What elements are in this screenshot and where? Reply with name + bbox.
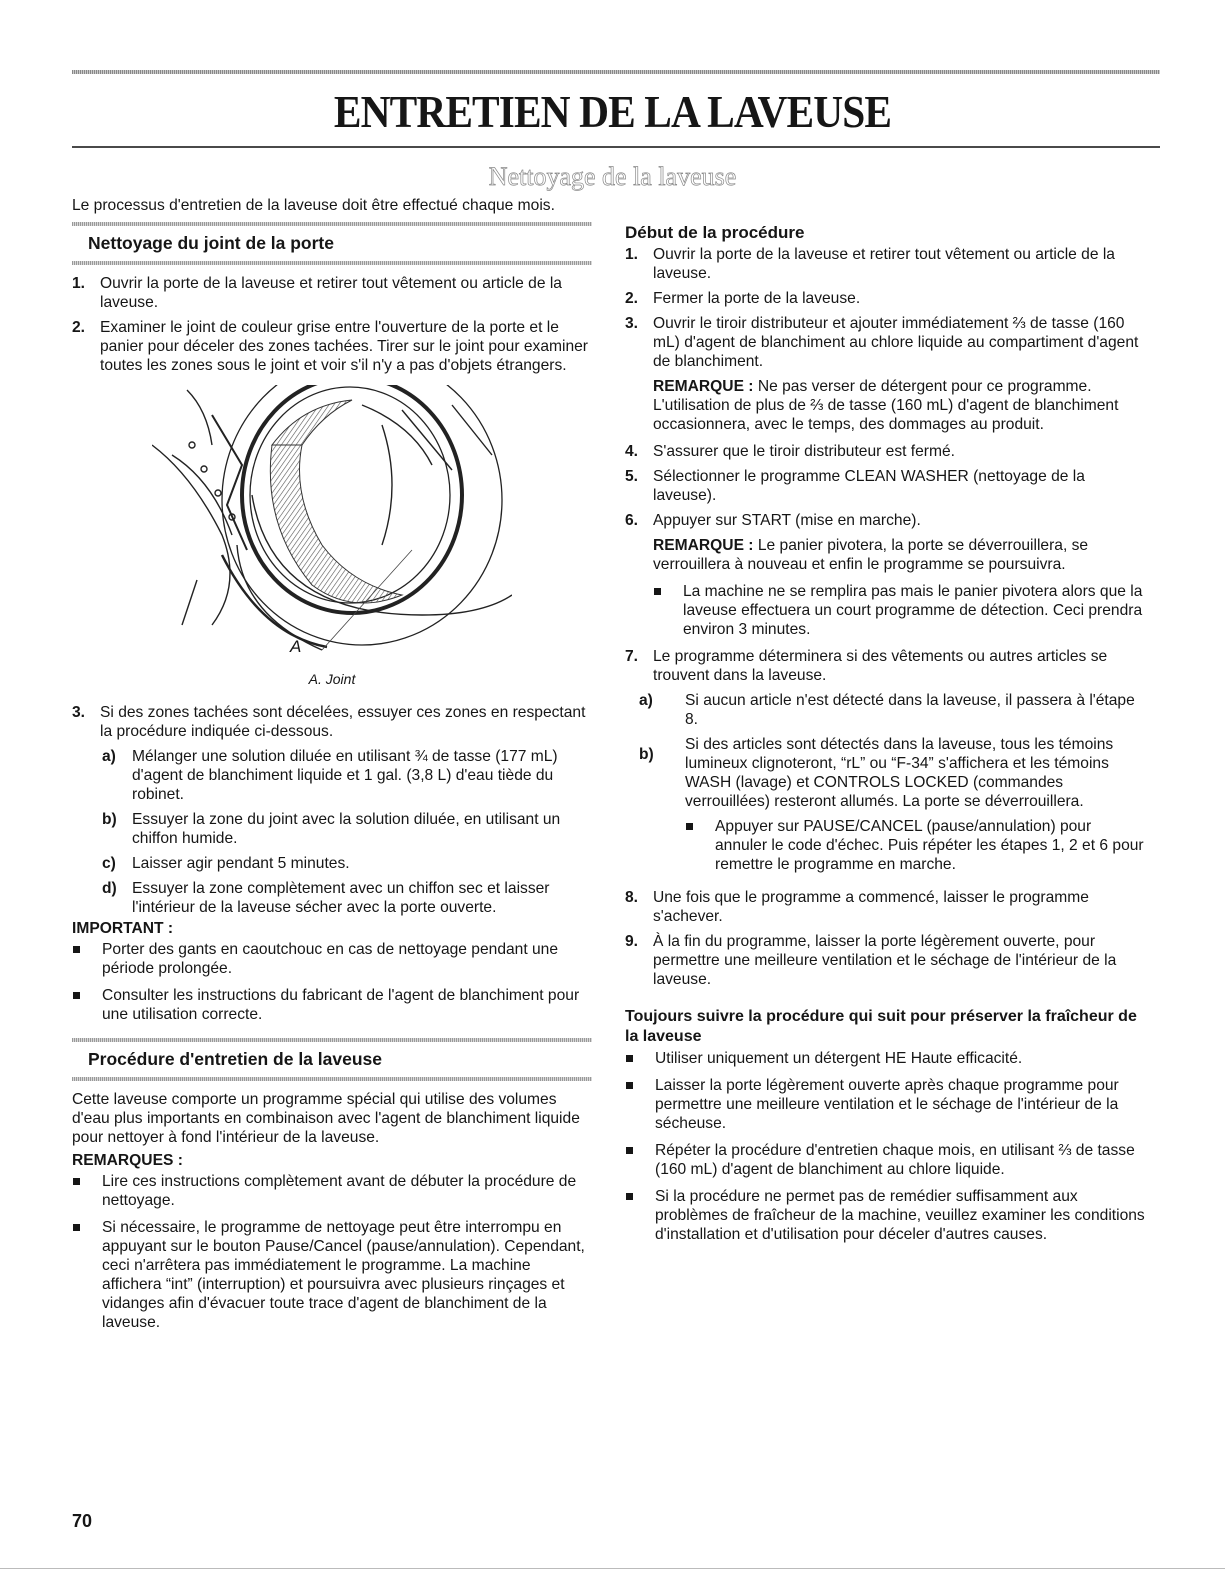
list-item	[625, 735, 1145, 811]
substep-letter: c)	[102, 855, 116, 872]
list-item	[72, 703, 592, 741]
list-item	[625, 289, 1145, 308]
note-block	[625, 536, 1145, 574]
substep-letter: a)	[639, 692, 653, 709]
step-number: 3.	[72, 704, 86, 721]
title-rule	[72, 146, 1160, 148]
list-item	[625, 647, 1145, 685]
step-text: Le programme déterminera si des vêtements ou autres articles se trouvent dans la laveuse.	[653, 648, 1108, 684]
step-number: 5.	[625, 468, 639, 485]
step-number: 1.	[625, 246, 639, 263]
list-item	[625, 1076, 1145, 1133]
right-column	[625, 222, 1145, 1252]
list-item	[625, 932, 1145, 989]
bullet-square-icon	[654, 588, 661, 595]
figure-label-a: A	[290, 637, 302, 656]
step-number: 3.	[625, 315, 639, 332]
bullet-square-icon	[73, 1224, 80, 1231]
step-text: Si des zones tachées sont décelées, essuyer ces zones en respectant la procédure indiquée ci-dessous.	[100, 704, 586, 740]
bottom-rule	[0, 1568, 1225, 1569]
step-text: S'assurer que le tiroir distributeur est fermé.	[653, 443, 955, 460]
note-label: REMARQUE :	[653, 378, 754, 395]
list-item	[625, 245, 1145, 283]
left-column	[72, 222, 592, 1340]
step-text: Une fois que le programme a commencé, laisser le programme s'achever.	[653, 889, 1089, 925]
bullet-text: Lire ces instructions complètement avant de débuter la procédure de nettoyage.	[102, 1173, 577, 1209]
page-number: 70	[72, 1511, 93, 1531]
procedure-heading: Procédure d'entretien de la laveuse	[88, 1049, 382, 1069]
list-item	[625, 1049, 1145, 1068]
step-number: 2.	[72, 319, 86, 336]
note-label: REMARQUE :	[653, 537, 754, 554]
step-number: 7.	[625, 648, 639, 665]
substep-text: Si des articles sont détectés dans la laveuse, tous les témoins lumineux clignoteront, “rL” ou “F-34” s'affichera et les témoins WASH (lavage) et CONTROLS LOCKED (commandes verrouillées) resteront allumés. La porte se déverrouillera.	[685, 736, 1114, 810]
bullet-text: La machine ne se remplira pas mais le panier pivotera alors que la laveuse effectuera un court programme de détection. Ceci prendra environ 3 minutes.	[683, 583, 1143, 638]
step-text: Ouvrir la porte de la laveuse et retirer tout vêtement ou article de la laveuse.	[653, 246, 1115, 282]
step-number: 8.	[625, 889, 639, 906]
bullet-square-icon	[626, 1193, 633, 1200]
step-text: Ouvrir la porte de la laveuse et retirer tout vêtement ou article de la laveuse.	[100, 275, 562, 311]
list-item	[72, 810, 592, 848]
substep-letter: d)	[102, 880, 117, 897]
important-label: IMPORTANT :	[72, 920, 174, 937]
substep-text: Mélanger une solution diluée en utilisant ¾ de tasse (177 mL) d'agent de blanchiment liquide et 1 gal. (3,8 L) d'eau tiède du robinet.	[132, 748, 558, 803]
joint-section-header	[72, 222, 592, 265]
list-item	[653, 582, 1145, 639]
list-item	[72, 318, 592, 375]
start-heading: Début de la procédure	[625, 223, 805, 242]
step-number: 2.	[625, 290, 639, 307]
freshness-heading: Toujours suivre la procédure qui suit pour préserver la fraîcheur de la laveuse	[625, 1008, 1137, 1045]
list-item	[72, 854, 592, 873]
substep-letter: b)	[102, 811, 117, 828]
bullet-text: Porter des gants en caoutchouc en cas de nettoyage pendant une période prolongée.	[102, 941, 559, 977]
step-text: Ouvrir le tiroir distributeur et ajouter immédiatement ⅔ de tasse (160 mL) d'agent de blanchiment au chlore liquide au compartiment d'agent de blanchiment.	[653, 315, 1139, 370]
bullet-text: Utiliser uniquement un détergent HE Haute efficacité.	[655, 1050, 1023, 1067]
remarks-label: REMARQUES :	[72, 1152, 183, 1169]
intro-text: Le processus d'entretien de la laveuse doit être effectué chaque mois.	[72, 197, 555, 214]
step-text: À la fin du programme, laisser la porte légèrement ouverte, pour permettre une meilleure ventilation et le séchage de l'intérieur de la laveuse.	[653, 933, 1117, 988]
list-item	[625, 888, 1145, 926]
step-number: 6.	[625, 512, 639, 529]
bullet-square-icon	[626, 1147, 633, 1154]
bullet-square-icon	[686, 823, 693, 830]
list-item	[72, 1172, 592, 1210]
bullet-text: Appuyer sur PAUSE/CANCEL (pause/annulation) pour annuler le code d'échec. Puis répéter les étapes 1, 2 et 6 pour remettre le programme en marche.	[715, 818, 1144, 873]
list-item	[625, 511, 1145, 530]
step-number: 4.	[625, 443, 639, 460]
list-item	[625, 691, 1145, 729]
bullet-square-icon	[73, 1178, 80, 1185]
list-item	[72, 1218, 592, 1332]
step-text: Examiner le joint de couleur grise entre l'ouverture de la porte et le panier pour déceler des zones tachées. Tirer sur le joint pour examiner toutes les zones sous le joint et voir s'il n'y a pas d'objets étrangers.	[100, 319, 588, 374]
substep-text: Essuyer la zone du joint avec la solution diluée, en utilisant un chiffon humide.	[132, 811, 561, 847]
list-item	[72, 274, 592, 312]
door-seal-illustration	[152, 385, 512, 670]
bullet-square-icon	[73, 992, 80, 999]
step-text: Appuyer sur START (mise en marche).	[653, 512, 921, 529]
bullet-text: Si la procédure ne permet pas de remédier suffisamment aux problèmes de fraîcheur de la machine, veuillez examiner les conditions d'installation et d'utilisation pour déceler d'autres causes.	[655, 1188, 1145, 1243]
note-text: Le panier pivotera, la porte se déverrouillera, se verrouillera à nouveau et enfin le programme se poursuivra.	[653, 537, 1089, 573]
list-item	[685, 817, 1145, 874]
note-text: Ne pas verser de détergent pour ce programme. L'utilisation de plus de ⅔ de tasse (160 mL) d'agent de blanchiment occasionnera, avec le temps, des dommages au produit.	[653, 378, 1119, 433]
bullet-text: Si nécessaire, le programme de nettoyage peut être interrompu en appuyant sur le bouton Pause/Cancel (pause/annulation). Cependant, ceci n'arrêtera pas immédiatement le programme. La machine affichera “int” (interruption) et poursuivra avec plusieurs rinçages et vidanges afin d'évacuer toute trace d'agent de blanchiment de la laveuse.	[102, 1219, 585, 1331]
bullet-text: Consulter les instructions du fabricant de l'agent de blanchiment pour une utilisation correcte.	[102, 987, 580, 1023]
list-item	[72, 986, 592, 1024]
bullet-square-icon	[626, 1055, 633, 1062]
list-item	[72, 747, 592, 804]
bullet-square-icon	[73, 946, 80, 953]
substep-letter: a)	[102, 748, 116, 765]
list-item	[72, 940, 592, 978]
list-item	[625, 442, 1145, 461]
bullet-text: Laisser la porte légèrement ouverte après chaque programme pour permettre une meilleure ventilation et le séchage de l'intérieur de la sécheuse.	[655, 1077, 1119, 1132]
door-seal-figure	[72, 385, 592, 670]
step-text: Fermer la porte de la laveuse.	[653, 290, 861, 307]
bullet-text: Répéter la procédure d'entretien chaque mois, en utilisant ⅔ de tasse (160 mL) d'agent de blanchiment au chlore liquide.	[655, 1142, 1135, 1178]
substep-text: Essuyer la zone complètement avec un chiffon sec et laisser l'intérieur de la laveuse sécher avec la porte ouverte.	[132, 880, 550, 916]
header-top-rule	[72, 70, 1160, 74]
list-item	[625, 467, 1145, 505]
list-item	[625, 1141, 1145, 1179]
step-text: Sélectionner le programme CLEAN WASHER (nettoyage de la laveuse).	[653, 468, 1085, 504]
joint-heading: Nettoyage du joint de la porte	[88, 233, 334, 253]
bullet-square-icon	[626, 1082, 633, 1089]
list-item	[625, 314, 1145, 371]
procedure-text: Cette laveuse comporte un programme spécial qui utilise des volumes d'eau plus importants en combinaison avec l'agent de blanchiment liquide pour nettoyer à fond l'intérieur de la laveuse.	[72, 1091, 580, 1146]
page-title: ENTRETIEN DE LA LAVEUSE	[333, 86, 892, 137]
substep-letter: b)	[639, 746, 654, 763]
step-number: 9.	[625, 933, 639, 950]
step-number: 1.	[72, 275, 86, 292]
list-item	[72, 879, 592, 917]
figure-caption: A. Joint	[308, 671, 356, 687]
substep-text: Laisser agir pendant 5 minutes.	[132, 855, 350, 872]
procedure-section-header	[72, 1038, 592, 1081]
note-block	[625, 377, 1145, 434]
section-subtitle: Nettoyage de la laveuse	[488, 162, 737, 191]
list-item	[625, 1187, 1145, 1244]
substep-text: Si aucun article n'est détecté dans la laveuse, il passera à l'étape 8.	[685, 692, 1135, 728]
